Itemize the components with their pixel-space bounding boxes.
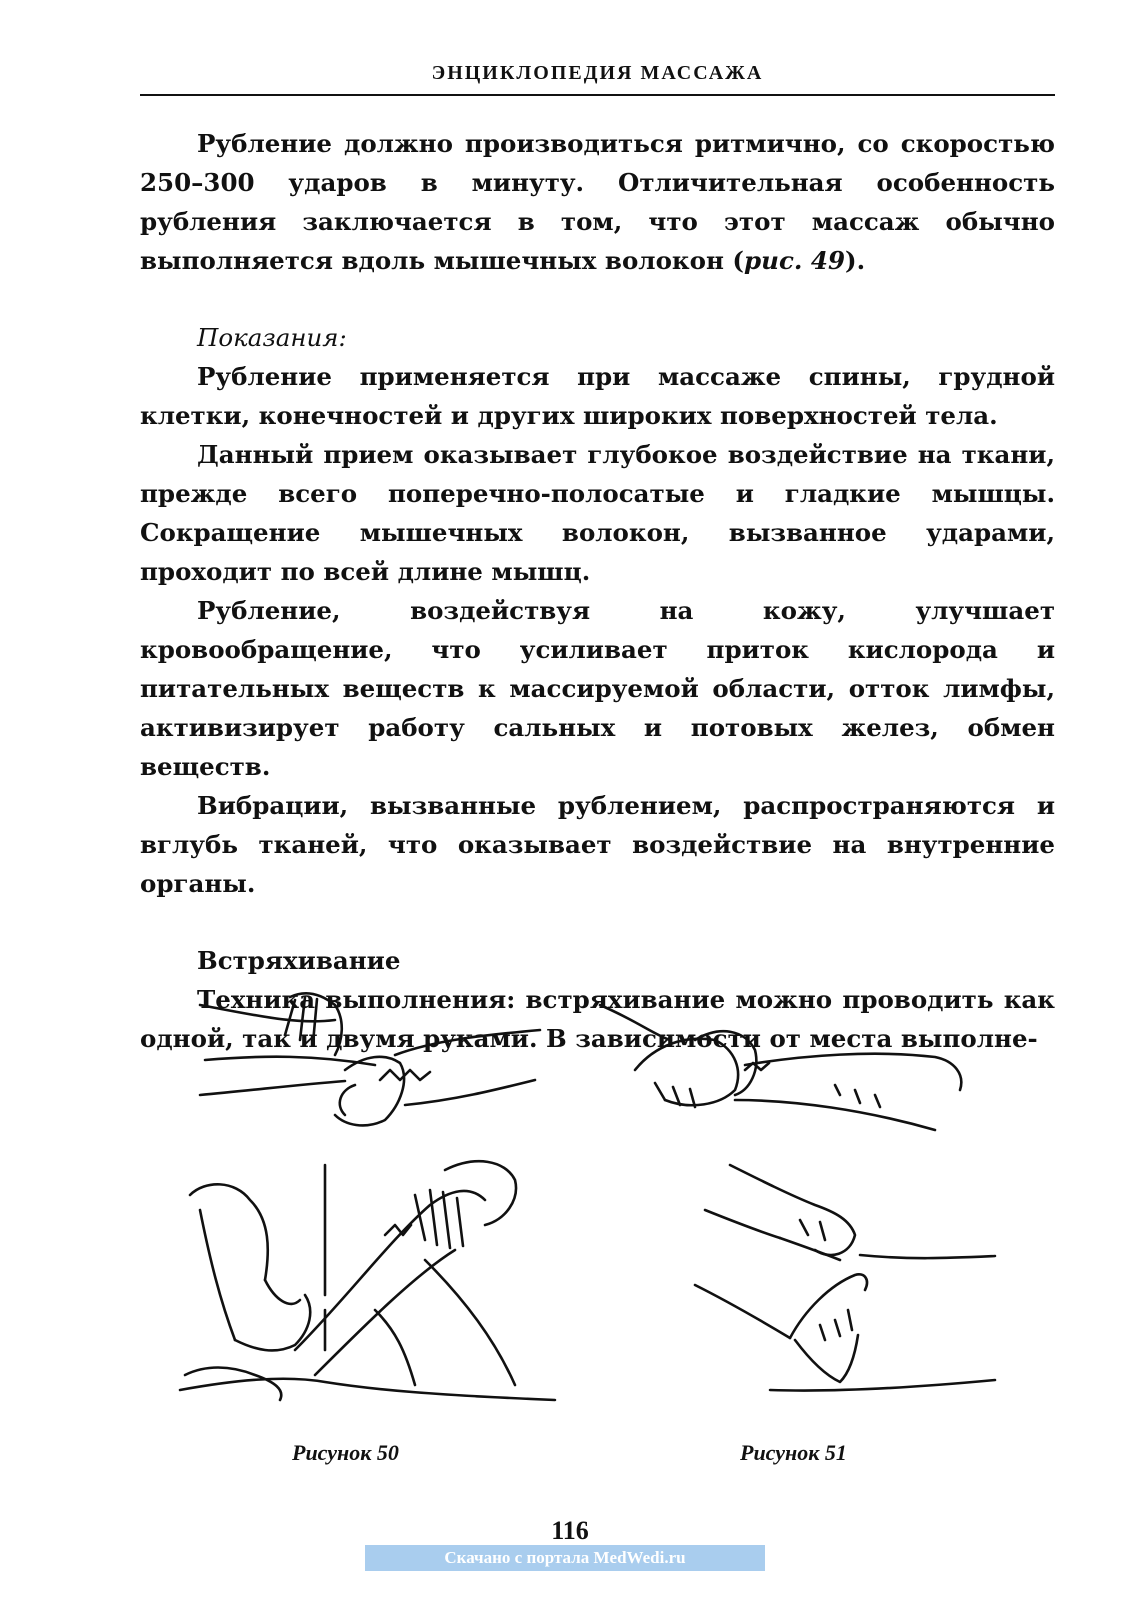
indications-heading: Показания: bbox=[197, 323, 347, 352]
shaking-heading: Встряхивание bbox=[197, 946, 401, 975]
body-text bbox=[140, 124, 1055, 1058]
figure-51-top-illustration bbox=[595, 995, 970, 1145]
page-number: 116 bbox=[551, 1516, 589, 1545]
paragraph-indications: Рубление применяется при массаже спины, грудной клетки, конечностей и других широких поверхностей тела. bbox=[140, 362, 1055, 430]
paragraph-skin-effect: Рубление, воздействуя на кожу, улучшает кровообращение, что усиливает приток кислорода и питательных веществ к массируемой области, отток лимфы, активизирует работу сальных и потовых желез, обмен веществ. bbox=[140, 596, 1055, 781]
paragraph-shaking-technique: Техника выполнения: встряхивание можно проводить как одной, так и двумя руками. В зависимости от места выполне- bbox=[140, 985, 1055, 1053]
paragraph-chopping-rhythm bbox=[140, 124, 1055, 280]
leg-two-hands-drawing bbox=[595, 995, 970, 1145]
paragraph-text-end: ). bbox=[845, 246, 866, 275]
figure-50-bottom-illustration bbox=[175, 1150, 560, 1415]
figure-50-top-illustration bbox=[195, 985, 555, 1140]
hands-pressing-drawing bbox=[690, 1160, 1000, 1405]
source-banner: Скачано с портала MedWedi.ru bbox=[365, 1545, 765, 1571]
paragraph-deep-effect: Данный прием оказывает глубокое воздействие на ткани, прежде всего поперечно-полосатые и гладкие мышцы. Сокращение мышечных волокон, вызванное ударами, проходит по всей длине мышц. bbox=[140, 440, 1055, 586]
paragraph-vibrations: Вибрации, вызванные рублением, распространяются и вглубь тканей, что оказывает воздействие на внутренние органы. bbox=[140, 791, 1055, 898]
figure-50-caption: Рисунок 50 bbox=[292, 1440, 399, 1465]
running-title: ЭНЦИКЛОПЕДИЯ МАССАЖА bbox=[431, 62, 764, 84]
paragraph-text: Рубление должно производиться ритмично, со скоростью 250–300 ударов в минуту. Отличительная особенность рубления заключается в том, что этот массаж обычно выполняется вдоль мышечных волокон ( bbox=[140, 129, 1055, 275]
bent-leg-hands-drawing bbox=[175, 1150, 560, 1415]
figure-51-caption: Рисунок 51 bbox=[740, 1440, 847, 1465]
leg-hands-drawing bbox=[195, 985, 555, 1140]
header-rule bbox=[140, 94, 1055, 96]
figure-reference: рис. 49 bbox=[744, 246, 846, 275]
figure-51-bottom-illustration bbox=[690, 1160, 1000, 1405]
